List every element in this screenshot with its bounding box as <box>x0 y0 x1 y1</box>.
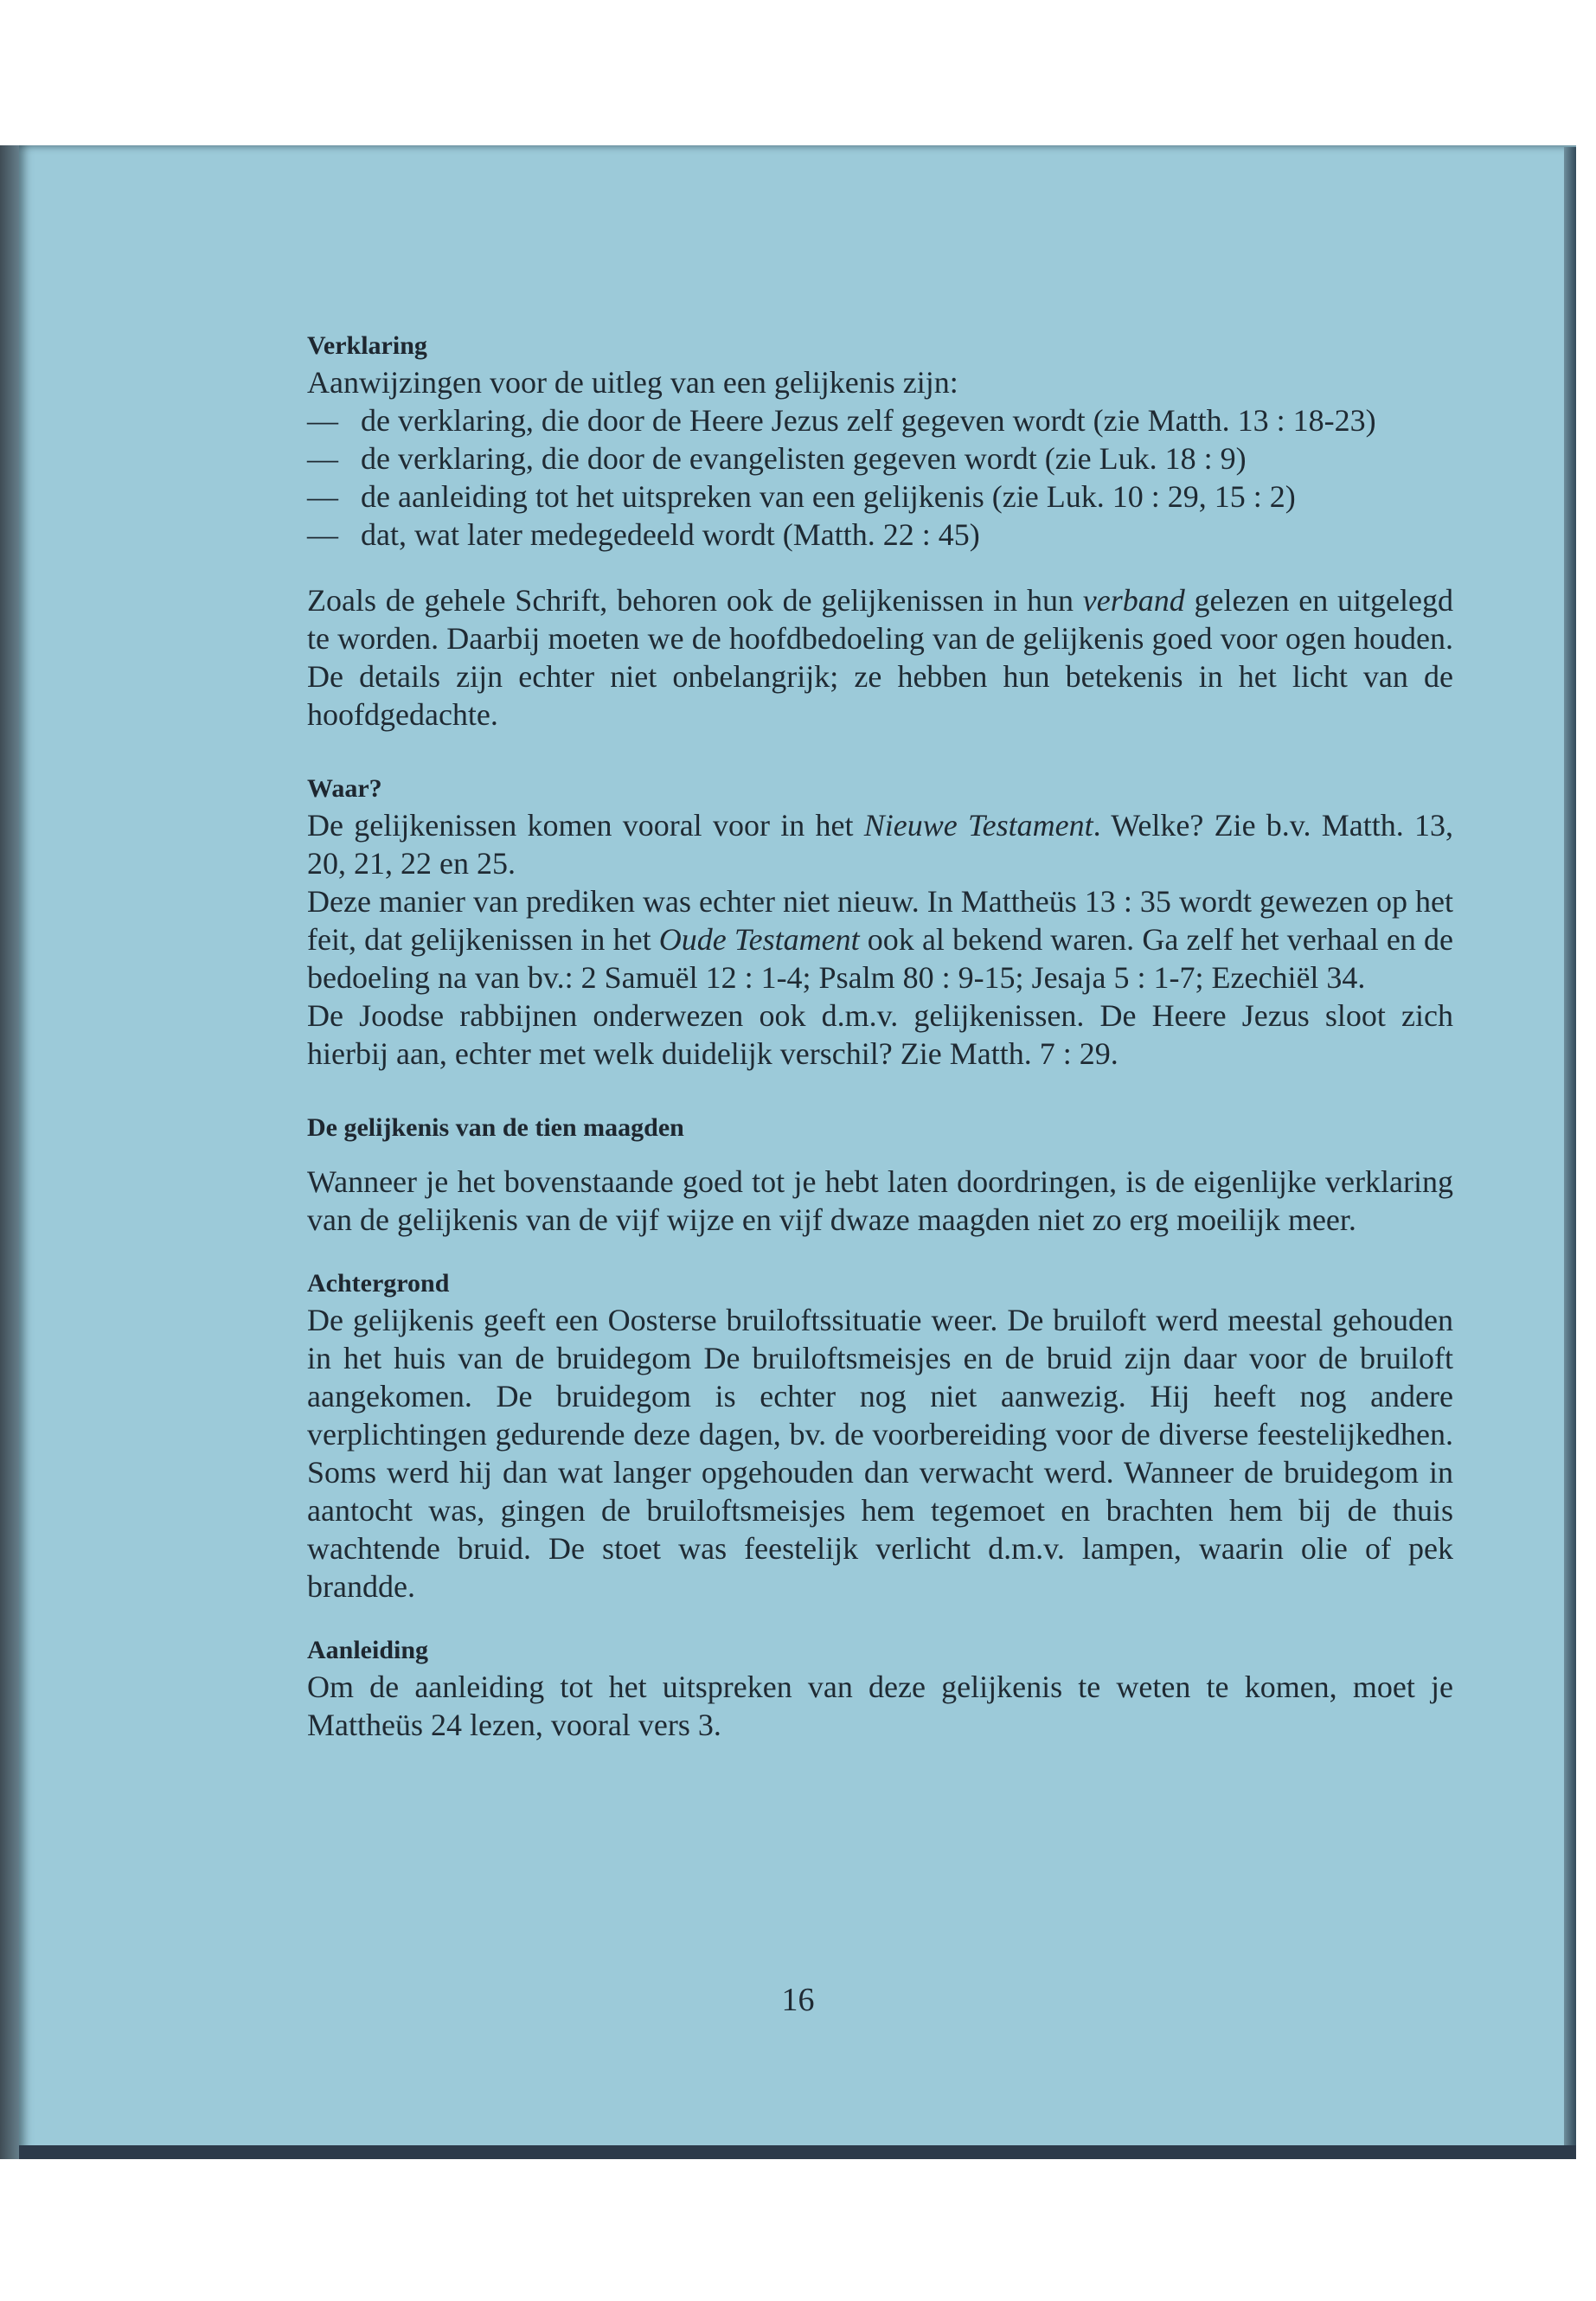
waar-paragraph-2: Deze manier van prediken was echter niet nieuw. In Mattheüs 13 : 35 wordt gewezen op het feit, dat gelijkenissen in het Oude Testament ook al bekend waren. Ga zelf het verhaal en de bedoeling na van bv.: 2 Samuël 12 : 1-4; Psalm 80 : 9-15; Jesaja 5 : 1-7; Ezechiël 34. <box>307 884 1453 995</box>
italic-term: Nieuwe Testament <box>863 808 1093 843</box>
maagden-paragraph: Wanneer je het bovenstaande goed tot je hebt laten doordringen, is de eigenlijke verklaring van de gelijkenis van de vijf wijze en vijf dwaze maagden niet zo erg moeilijk meer. <box>307 1164 1453 1237</box>
list-item: — de verklaring, die door de Heere Jezus zelf gegeven wordt (zie Matth. 13 : 18-23) <box>307 403 1376 438</box>
verklaring-paragraph: Zoals de gehele Schrift, behoren ook de gelijkenissen in hun verband gelezen en uitgelegd te worden. Daarbij moeten we de hoofdbedoeling van de gelijkenis goed voor ogen houden. De details zijn echter niet onbelangrijk; ze hebben hun betekenis in het licht van de hoofdgedachte. <box>307 583 1454 732</box>
dash-marker: — <box>307 441 338 476</box>
dash-marker: — <box>307 403 338 438</box>
achtergrond-paragraph: De gelijkenis geeft een Oosterse bruiloftssituatie weer. De bruiloft werd meestal gehouden in het huis van de bruidegom De bruiloftsmeisjes en de bruid zijn daar voor de bruiloft aangekomen. De bruidegom is echter nog niet aanwezig. Hij heeft nog andere verplichtingen gedurende deze dagen, bv. de voorbereiding voor de diverse feestelijkedhen. Soms werd hij dan wat langer opgehouden dan verwacht werd. Wanneer de bruidegom in aantocht was, gingen de bruiloftsmeisjes hem tegemoet en brachten hem bij de thuis wachtende bruid. De stoet was feestelijk verlicht d.m.v. lampen, waarin olie of pek brandde. <box>307 1303 1453 1604</box>
waar-paragraph-3: De Joodse rabbijnen onderwezen ook d.m.v. gelijkenissen. De Heere Jezus sloot zich hierbij aan, echter met welk duidelijk verschil? Zie Matth. 7 : 29. <box>307 998 1453 1071</box>
dash-marker: — <box>307 479 338 514</box>
dash-marker: — <box>307 517 338 552</box>
page-right-edge <box>1564 147 1576 2154</box>
list-item: — de aanleiding tot het uitspreken van een gelijkenis (zie Luk. 10 : 29, 15 : 2) <box>307 479 1296 514</box>
heading-waar: Waar? <box>307 774 382 803</box>
page-text <box>307 329 1453 1744</box>
heading-maagden: De gelijkenis van de tien maagden <box>307 1113 684 1142</box>
italic-term: Oude Testament <box>658 922 860 957</box>
page-number: 16 <box>781 1982 815 2018</box>
heading-aanleiding: Aanleiding <box>307 1636 429 1664</box>
list-item: — dat, wat later medegedeeld wordt (Matth. 22 : 45) <box>307 517 980 552</box>
verklaring-list <box>307 401 1453 554</box>
heading-achtergrond: Achtergrond <box>307 1269 450 1298</box>
aanleiding-paragraph: Om de aanleiding tot het uitspreken van deze gelijkenis te weten te komen, moet je Mattheüs 24 lezen, vooral vers 3. <box>307 1670 1453 1742</box>
page-bottom-edge <box>19 2145 1576 2159</box>
heading-verklaring: Verklaring <box>307 331 427 360</box>
list-item: — de verklaring, die door de evangelisten gegeven wordt (zie Luk. 18 : 9) <box>307 441 1247 476</box>
italic-term: verband <box>1082 583 1185 618</box>
verklaring-intro: Aanwijzingen voor de uitleg van een gelijkenis zijn: <box>307 365 958 400</box>
waar-paragraph-1: De gelijkenissen komen vooral voor in het Nieuwe Testament. Welke? Zie b.v. Matth. 13, 20, 21, 22 en 25. <box>307 808 1453 881</box>
